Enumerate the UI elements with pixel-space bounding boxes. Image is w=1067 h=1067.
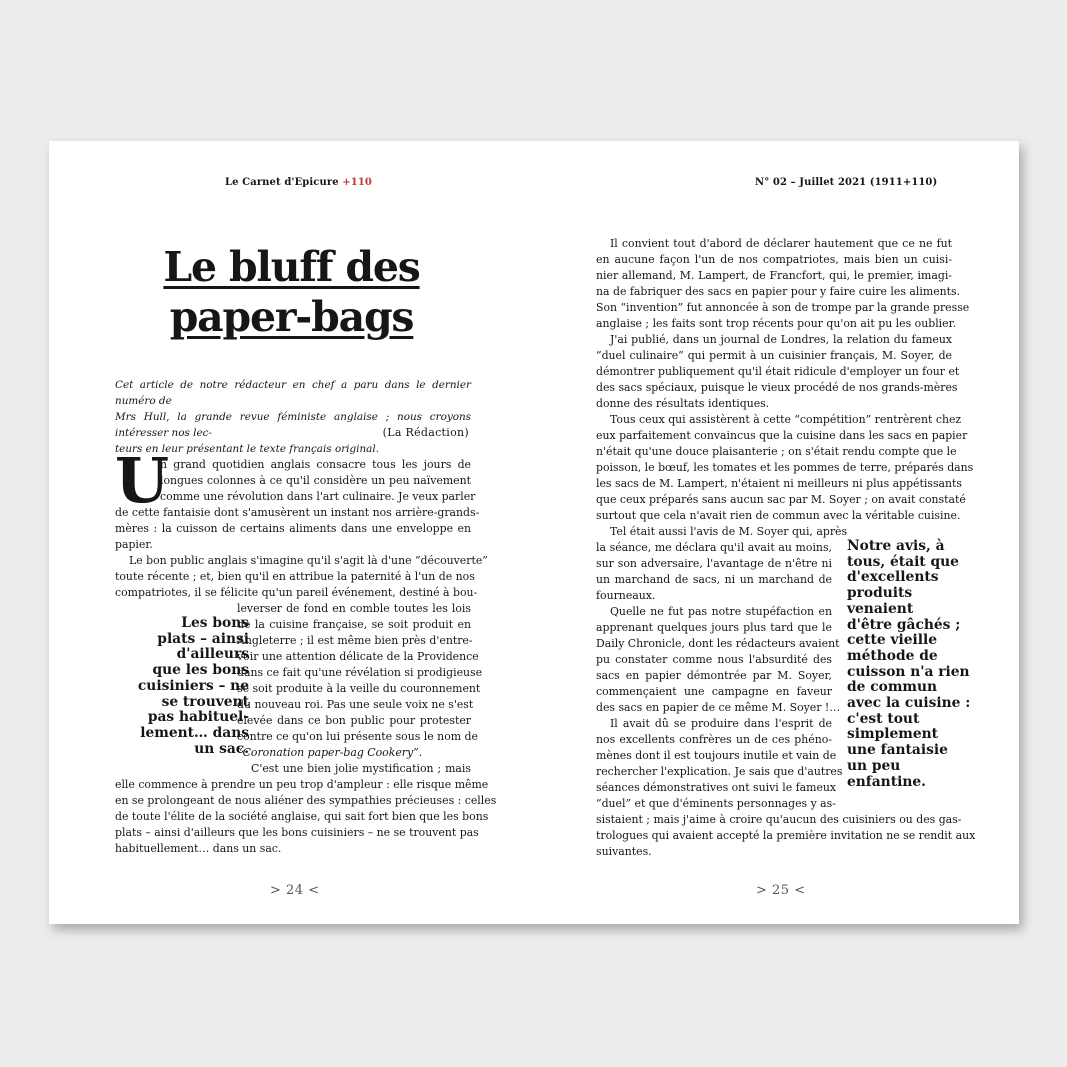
text-line: de toute l'élite de la société anglaise, qui sait fort bien que les bons xyxy=(115,810,489,823)
text-line: toute récente ; et, bien qu'il en attribue la paternité à l'un de nos xyxy=(115,570,475,583)
body-text-col-a xyxy=(596,236,974,524)
body-text-col-c xyxy=(115,777,497,857)
text-line: Angleterre ; il est même bien près d'entre- xyxy=(237,634,473,647)
text-line: n grand quotidien anglais consacre tous les jours de xyxy=(160,458,471,471)
pull-quote-left xyxy=(121,616,249,757)
text-line: Il avait dû se produire dans l'esprit de xyxy=(610,717,832,730)
left-page xyxy=(49,141,534,924)
text-line: compatriotes, il se félicite qu'un pareil événement, destiné à bou- xyxy=(115,586,478,599)
pull-quote-right xyxy=(847,539,971,790)
text-line: papier. xyxy=(115,538,153,551)
text-line: elle commence à prendre un peu trop d'ampleur : elle risque même xyxy=(115,778,489,791)
text-line: se soit produite à la veille du couronnement xyxy=(237,682,481,695)
text-line: anglaise ; les faits sont trop récents pour qu'on ait pu les oublier. xyxy=(596,317,957,330)
magazine-spread xyxy=(49,141,1019,924)
pull-quote-line: venaient xyxy=(847,600,914,617)
pull-quote-line: d'ailleurs xyxy=(176,646,249,663)
pull-quote-line: cuisiniers – ne xyxy=(137,677,249,694)
intro-line: Mrs Hull, la grande revue féministe anglaise ; nous croyons intéresser nos lec- xyxy=(115,411,471,439)
text-line: Il convient tout d'abord de déclarer hautement que ce ne fut xyxy=(610,237,952,250)
text-line: sistaient ; mais j'aime à croire qu'aucun des cuisiniers ou des gas- xyxy=(596,813,962,826)
text-line: plats – ainsi d'ailleurs que les bons cuisiniers – ne se trouvent pas xyxy=(115,826,479,839)
text-line: un marchand de sacs, ni un marchand de xyxy=(596,573,832,586)
title-line: Le bluff des xyxy=(163,243,420,291)
running-head-right: N° 02 – Juillet 2021 (1911+110) xyxy=(755,177,938,188)
right-page xyxy=(534,141,1019,924)
pull-quote-line: d'excellents xyxy=(847,569,939,586)
text-line: de cette fantaisie dont s'amusèrent un instant nos arrière-grands- xyxy=(115,506,480,519)
body-text-col-a-top xyxy=(160,457,476,505)
pull-quote-line: de commun xyxy=(847,679,938,696)
pull-quote-line: cuisson n'a rien xyxy=(847,663,970,680)
text-line: Tous ceux qui assistèrent à cette “compétition” rentrèrent chez xyxy=(610,413,962,426)
intro-line: Cet article de notre rédacteur en chef a paru dans le dernier numéro de xyxy=(115,379,471,407)
text-line: comme une révolution dans l'art culinaire. Je veux parler xyxy=(160,490,476,503)
intro-line: teurs en leur présentant le texte français original. xyxy=(115,443,379,455)
pull-quote-line: un sac. xyxy=(194,740,249,757)
text-line: séances démonstratives ont suivi le fameux xyxy=(596,781,837,794)
text-line: nos excellents confrères un de ces phéno- xyxy=(596,733,832,746)
text-line: que ceux préparés sans aucun sac par M. Soyer ; on avait constaté xyxy=(596,493,966,506)
text-line: donne des résultats identiques. xyxy=(596,397,770,410)
pull-quote-line: pas habituel- xyxy=(147,709,249,726)
text-line: pu constater comme nous l'absurdité des xyxy=(596,653,832,666)
text-line: des sacs spéciaux, puisque le vieux procédé de nos grands-mères xyxy=(596,381,958,394)
pull-quote-line: tous, était que xyxy=(847,553,959,570)
text-line: contre ce qu'on lui présente sous le nom de xyxy=(237,730,478,743)
text-line: trologues qui avaient accepté la première invitation ne se rendit aux xyxy=(596,829,976,842)
text-line: Daily Chronicle, dont les rédacteurs avaient xyxy=(596,637,840,650)
text-line: sacs en papier démontrée par M. Soyer, xyxy=(596,669,832,682)
running-head-left xyxy=(225,177,372,188)
byline: (La Rédaction) xyxy=(382,426,469,439)
text-line: C'est une bien jolie mystification ; mais xyxy=(251,762,471,775)
pull-quote-line: Les bons xyxy=(181,615,249,631)
running-head-title: Le Carnet d'Epicure xyxy=(225,177,339,188)
title-line: paper-bags xyxy=(169,293,414,341)
text-line: apprenant quelques jours plus tard que le xyxy=(596,621,832,634)
text-line: les sacs de M. Lampert, n'étaient ni meilleurs ni plus appétissants xyxy=(596,477,963,490)
text-line: Tel était aussi l'avis de M. Soyer qui, après xyxy=(610,525,848,538)
text-line: na de fabriquer des sacs en papier pour y faire cuire les aliments. xyxy=(596,285,961,298)
text-line: rechercher l'explication. Je sais que d'autres xyxy=(596,765,843,778)
text-line: fourneaux. xyxy=(596,589,656,602)
text-line: suivantes. xyxy=(596,845,652,858)
text-line: nier allemand, M. Lampert, de Francfort, qui, le premier, imagi- xyxy=(596,269,952,282)
text-line: Son “invention” fut annoncée à son de trompe par la grande presse xyxy=(596,301,970,314)
text-line: mènes dont il est toujours inutile et vain de xyxy=(596,749,837,762)
text-line: longues colonnes à ce qu'il considère un peu naïvement xyxy=(160,474,471,487)
pull-quote-line: c'est tout xyxy=(847,710,920,727)
text-line: habituellement… dans un sac. xyxy=(115,842,282,855)
text-line: poisson, le bœuf, les tomates et les pommes de terre, préparés dans xyxy=(596,461,974,474)
running-head-accent: +110 xyxy=(342,177,372,188)
pull-quote-line: simplement xyxy=(847,726,939,743)
text-line: des sacs en papier de ce même M. Soyer !… xyxy=(596,701,841,714)
article-title xyxy=(49,242,534,342)
text-line: “duel” et que d'éminents personnages y as- xyxy=(596,797,836,810)
pull-quote-line: enfantine. xyxy=(847,773,926,790)
pull-quote-line: cette vieille xyxy=(847,632,938,649)
text-line: n'était qu'une douce plaisanterie ; on s'était rendu compte que le xyxy=(596,445,957,458)
text-line: Quelle ne fut pas notre stupéfaction en xyxy=(610,605,832,618)
text-line: commençaient une campagne en faveur xyxy=(596,685,832,698)
page-number-right: > 25 < xyxy=(756,883,806,898)
pull-quote-line: Notre avis, à xyxy=(847,538,945,554)
text-line: leverser de fond en comble toutes les lois xyxy=(237,602,471,615)
pull-quote-line: produits xyxy=(847,585,913,602)
body-text-col-b xyxy=(237,601,483,777)
pull-quote-line: d'être gâchés ; xyxy=(847,616,961,633)
text-line: “duel culinaire” qui permit à un cuisinier français, M. Soyer, de xyxy=(596,349,952,362)
pull-quote-line: méthode de xyxy=(847,647,938,664)
text-line: J'ai publié, dans un journal de Londres, la relation du fameux xyxy=(610,333,952,346)
pull-quote-line: avec la cuisine : xyxy=(847,695,971,712)
text-line: mères : la cuisson de certains aliments dans une enveloppe en xyxy=(115,522,471,535)
text-line: du nouveau roi. Pas une seule voix ne s'est xyxy=(237,698,474,711)
pull-quote-line: se trouvent xyxy=(161,693,249,710)
page-number-left: > 24 < xyxy=(270,883,320,898)
pull-quote-line: plats – ainsi xyxy=(157,630,249,647)
text-line: dans ce fait qu'une révélation si prodigieuse xyxy=(237,666,483,679)
text-line: en aucune façon l'un de nos compatriotes, mais bien un cuisi- xyxy=(596,253,952,266)
body-text-col-a-bottom xyxy=(115,505,488,601)
pull-quote-line: que les bons xyxy=(152,662,249,679)
text-line: élevée dans ce bon public pour protester xyxy=(237,714,471,727)
text-line: démontrer publiquement qu'il était ridicule d'employer un four et xyxy=(596,365,960,378)
pull-quote-line: une fantaisie xyxy=(847,742,948,759)
text-line: eux parfaitement convaincus que la cuisine dans les sacs en papier xyxy=(596,429,968,442)
pull-quote-line: lement… dans xyxy=(140,724,249,741)
text-line: en se prolongeant de nous aliéner des sympathies précieuses : celles xyxy=(115,794,497,807)
text-line: surtout que cela n'avait rien de commun avec la véritable cuisine. xyxy=(596,509,961,522)
text-line: “Coronation paper-bag Cookery”. xyxy=(237,746,423,759)
pull-quote-line: un peu xyxy=(847,757,901,774)
body-text-col-b xyxy=(596,524,848,812)
text-line: de la cuisine française, se soit produit en xyxy=(237,618,471,631)
text-line: la séance, me déclara qu'il avait au moins, xyxy=(596,541,832,554)
drop-cap: U xyxy=(115,444,170,517)
text-line: sur son adversaire, l'avantage de n'être ni xyxy=(596,557,832,570)
text-line: Le bon public anglais s'imagine qu'il s'agit là d'une “découverte” xyxy=(129,554,488,567)
text-line: voir une attention délicate de la Providence xyxy=(237,650,479,663)
body-text-col-c xyxy=(596,812,976,860)
